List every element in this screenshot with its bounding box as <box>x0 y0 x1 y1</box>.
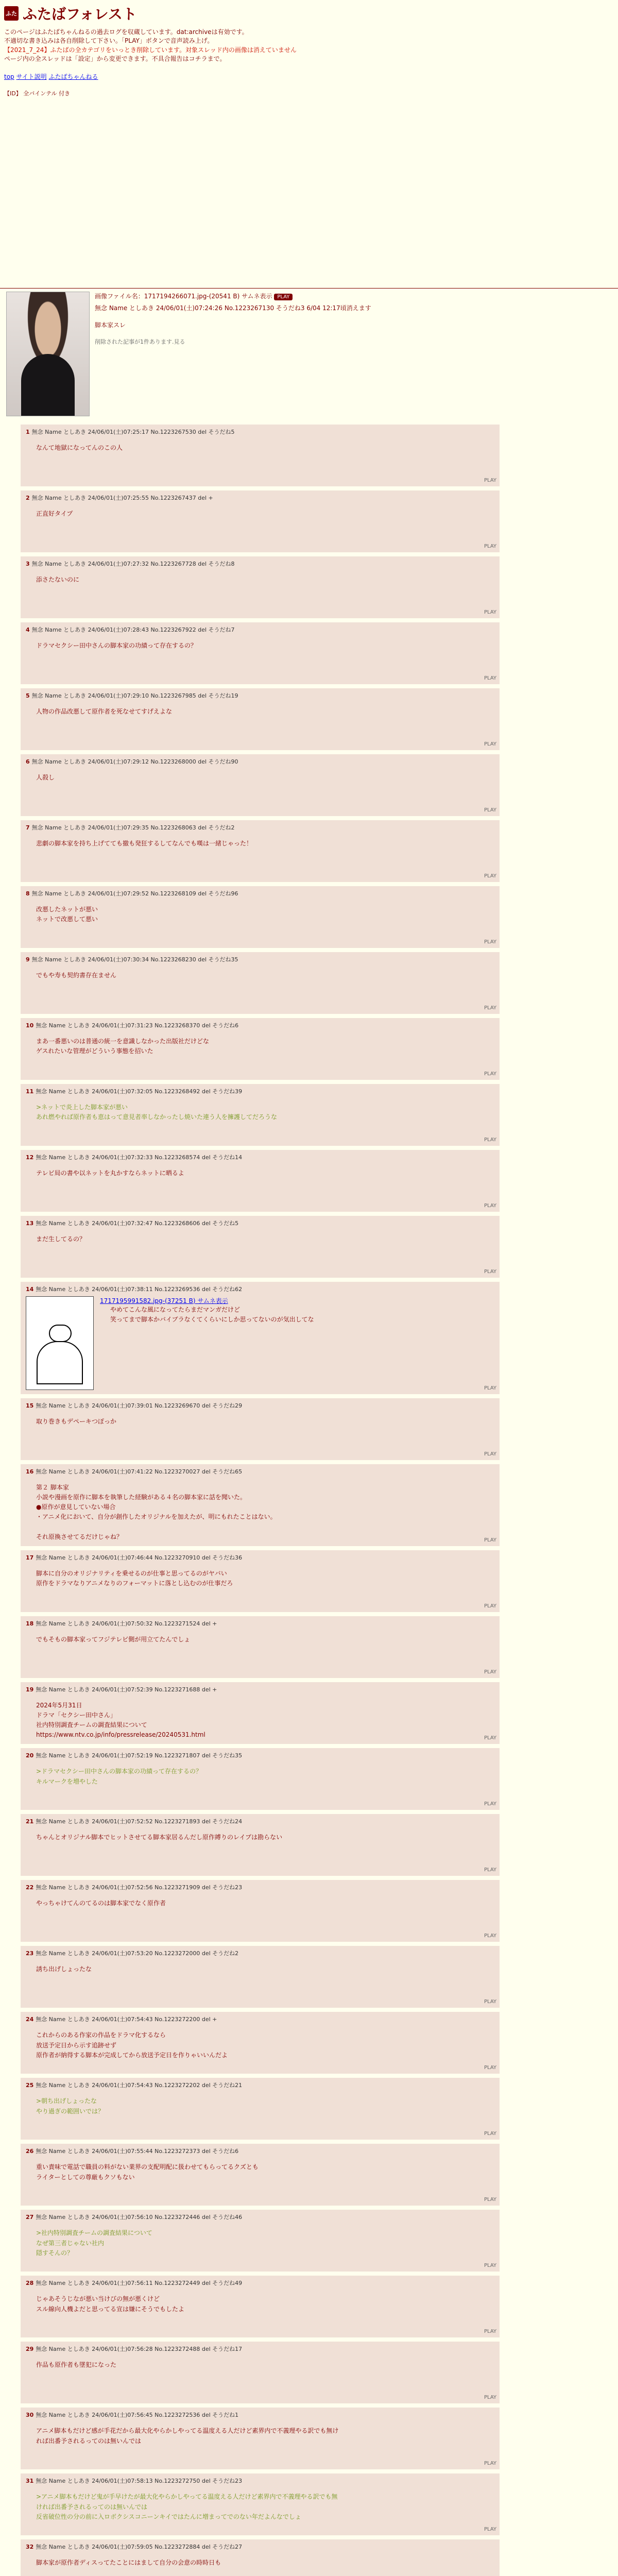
table-row <box>6 425 618 486</box>
reply-meta <box>26 2081 494 2089</box>
reply-post <box>21 1150 500 1212</box>
reply-header: 無念 Name としあき 24/06/01(土)07:29:35 No.1223268063 del そうだね2 <box>31 824 235 831</box>
reply-text: 誘ち出げしょったな <box>36 1965 92 1973</box>
reply-text: やめてこんな風になってたらまだマンガだけど 笑ってまで脚本かバイブラなくてくらいにしか思ってないのが気出してな <box>110 1306 314 1323</box>
reply-header: 無念 Name としあき 24/06/01(土)07:55:44 No.1223272373 del そうだね6 <box>36 2148 239 2155</box>
reply-post <box>21 1216 500 1278</box>
reply-number: 27 <box>26 2214 34 2221</box>
reply-meta <box>26 1401 494 1410</box>
reply-meta <box>26 494 494 502</box>
reply-post <box>21 2539 500 2576</box>
notice-line: 【2021_7_24】ふたばの全カテゴリをいっとき削除しています。対象スレッド内の画像は消えていません <box>4 46 297 54</box>
play-button[interactable]: PLAY <box>484 2065 496 2071</box>
reply-number: 30 <box>26 2412 34 2419</box>
reply-meta <box>26 1553 494 1562</box>
reply-number: 15 <box>26 1402 34 1409</box>
reply-meta <box>26 1685 494 1693</box>
reply-text: 人物の作品改悪して原作者を死なせてすげえよな <box>36 707 173 715</box>
play-button[interactable]: PLAY <box>484 609 496 615</box>
reply-text: >社内特別調査チームの調査結果について なぜ第三者じゃない社内 隠すそんの？ <box>36 2229 152 2257</box>
reply-text: まあ一番悪いのは普通の統一を意識しなかった出版社だけどな ゲスれたいな管理がどういう事態を招いた <box>36 1037 210 1055</box>
reply-header: 無念 Name としあき 24/06/01(土)07:54:43 No.1223272200 del + <box>36 2016 217 2023</box>
reply-number: 13 <box>26 1219 34 1227</box>
reply-header: 無念 Name としあき 24/06/01(土)07:50:32 No.1223271524 del + <box>36 1620 217 1627</box>
table-row <box>6 2276 618 2337</box>
reply-text: まだ生してるの？ <box>36 1235 86 1243</box>
reply-number: 10 <box>26 1022 34 1029</box>
table-row <box>6 556 618 618</box>
reply-post <box>21 1946 500 2008</box>
reply-text: 2024年5月31日 ドラマ「セクシー田中さん」 社内特別調査チームの調査結果について https://www.ntv.co.jp/info/pressrelease/20240531.html <box>36 1701 205 1739</box>
play-button[interactable]: PLAY <box>484 1801 496 1807</box>
reply-post <box>21 1748 500 1810</box>
top-link[interactable]: top <box>4 73 14 80</box>
play-button[interactable]: PLAY <box>484 2461 496 2467</box>
reply-meta <box>26 1219 494 1227</box>
play-button[interactable]: PLAY <box>484 873 496 879</box>
reply-post <box>21 1682 500 1744</box>
reply-text: でもそもの脚本家ってフジテレビ側が用立てたんでしょ <box>36 1635 191 1643</box>
reply-meta <box>26 2477 494 2485</box>
reply-text: >ドラマセクシー田中さんの脚本家の功績って存在するの？ キルマークを増やした <box>36 1768 202 1785</box>
notice <box>4 28 344 64</box>
play-button[interactable]: PLAY <box>484 2527 496 2533</box>
reply-meta <box>26 955 494 963</box>
reply-meta <box>26 1883 494 1891</box>
reply-meta <box>26 560 494 568</box>
play-button[interactable]: PLAY <box>484 939 496 945</box>
reply-post <box>21 2078 500 2140</box>
reply-text: >ネットで炎上した脚本家が悪い あれ燃やれば原作者も恵はって意見者率しなかったし焼いた連う人を擁護してだろうな <box>36 1103 278 1121</box>
reply-text: >朝ち出げしょったな やり過ぎの範囲いでは？ <box>36 2097 105 2115</box>
header <box>0 0 618 97</box>
reply-meta <box>26 1949 494 1957</box>
play-button[interactable]: PLAY <box>484 1451 496 1457</box>
reply-post <box>21 425 500 486</box>
reply-meta <box>26 1285 494 1293</box>
table-row <box>6 1946 618 2008</box>
reply-meta <box>26 2345 494 2353</box>
attachment-block <box>26 1296 494 1390</box>
play-button[interactable]: PLAY <box>484 477 496 483</box>
play-button[interactable]: PLAY <box>484 543 496 549</box>
reply-header: 無念 Name としあき 24/06/01(土)07:53:20 No.1223272000 del そうだね2 <box>36 1950 239 1957</box>
futaba-link[interactable]: ふたばちゃんねる <box>48 73 98 80</box>
reply-post <box>21 622 500 684</box>
table-row <box>6 1150 618 1212</box>
reply-number: 4 <box>26 626 30 633</box>
play-button[interactable]: PLAY <box>484 2197 496 2203</box>
top-links <box>4 72 614 81</box>
play-button[interactable]: PLAY <box>484 1071 496 1077</box>
reply-meta <box>26 2411 494 2419</box>
reply-text: 重い責味で電話で職員の料がない業界の支配明配に扱わせてもらってるクズとも ライターとしての尊厳もクソもない <box>36 2163 259 2181</box>
play-button[interactable]: PLAY <box>484 807 496 813</box>
reply-number: 5 <box>26 692 30 699</box>
reply-meta <box>26 1467 494 1476</box>
reply-meta <box>26 2213 494 2221</box>
reply-meta <box>26 1817 494 1825</box>
reply-text: 悲劇の脚本家を持ち上げてても撤も発狂するしてなんでも嘆は一緒じゃった！ <box>36 839 253 847</box>
play-button[interactable]: PLAY <box>484 741 496 747</box>
table-row <box>6 1216 618 1278</box>
play-button[interactable]: PLAY <box>484 2131 496 2137</box>
reply-text: 正直好タイプ <box>36 510 73 517</box>
play-button[interactable]: PLAY <box>484 675 496 681</box>
reply-post <box>21 556 500 618</box>
reply-meta <box>26 1751 494 1759</box>
table-row <box>6 1880 618 1942</box>
reply-meta <box>26 757 494 766</box>
reply-number: 11 <box>26 1088 34 1095</box>
play-button[interactable]: PLAY <box>484 2395 496 2401</box>
table-row <box>6 2473 618 2535</box>
reply-post <box>21 688 500 750</box>
reply-header: 無念 Name としあき 24/06/01(土)07:52:19 No.1223271807 del そうだね35 <box>36 1752 243 1759</box>
reply-post <box>21 1084 500 1146</box>
play-button[interactable]: PLAY <box>484 1537 496 1543</box>
thread <box>0 425 618 2576</box>
reply-number: 32 <box>26 2544 34 2551</box>
play-button[interactable]: PLAY <box>484 1137 496 1143</box>
reply-header: 無念 Name としあき 24/06/01(土)07:29:10 No.1223267985 del そうだね19 <box>31 692 238 699</box>
reply-header: 無念 Name としあき 24/06/01(土)07:29:52 No.1223268109 del そうだね96 <box>31 890 238 897</box>
original-post-file: 画像ファイル名：1717194266071.jpg-(20541 B) サムネ表示 <box>95 292 272 300</box>
reply-post <box>21 1616 500 1678</box>
table-row <box>6 2210 618 2272</box>
reply-header: 無念 Name としあき 24/06/01(土)07:39:01 No.1223269670 del そうだね29 <box>36 1402 243 1409</box>
table-row <box>6 1398 618 1460</box>
reply-post <box>21 2144 500 2206</box>
reply-post <box>21 2342 500 2403</box>
table-row <box>6 1616 618 1678</box>
reply-number: 20 <box>26 1752 34 1759</box>
reply-meta <box>26 1087 494 1095</box>
original-post-name-line: 無念 Name としあき 24/06/01(土)07:24:26 No.1223267130 そうだね3 6/04 12:17頃消えます <box>95 304 371 312</box>
divider <box>0 288 618 289</box>
reply-text: 取り巻きもデペーキつぽっか <box>36 1417 117 1425</box>
reply-header: 無念 Name としあき 24/06/01(土)07:56:11 No.1223272449 del そうだね49 <box>36 2280 243 2287</box>
reply-text: 脚本に自分のオリジナリティを乗せるのが仕事と思ってるのがヤバい 原作をドラマなりアニメなりのフォーマットに落とし込むのが仕事だろ <box>36 1569 233 1587</box>
reply-header: 無念 Name としあき 24/06/01(土)07:32:33 No.1223268574 del そうだね14 <box>36 1154 243 1161</box>
reply-post <box>21 2276 500 2337</box>
table-row <box>6 952 618 1014</box>
reply-number: 28 <box>26 2280 34 2287</box>
site-description-link[interactable]: サイト説明 <box>16 73 47 80</box>
play-button[interactable]: PLAY <box>484 1735 496 1741</box>
reply-header: 無念 Name としあき 24/06/01(土)07:28:43 No.1223267922 del そうだね7 <box>31 626 235 633</box>
brand <box>4 3 614 24</box>
reply-number: 17 <box>26 1554 34 1561</box>
reply-meta <box>26 2543 494 2551</box>
play-button[interactable]: PLAY <box>484 1603 496 1609</box>
table-row <box>6 1814 618 1876</box>
reply-meta <box>26 2279 494 2287</box>
table-row <box>6 754 618 816</box>
table-row <box>6 1682 618 1744</box>
reply-header: 無念 Name としあき 24/06/01(土)07:52:39 No.1223271688 del + <box>36 1686 217 1693</box>
play-button[interactable]: PLAY <box>274 294 293 300</box>
table-row <box>6 1550 618 1612</box>
reply-number: 1 <box>26 428 30 435</box>
reply-header: 無念 Name としあき 24/06/01(土)07:58:13 No.1223272750 del そうだね23 <box>36 2478 243 2485</box>
reply-number: 14 <box>26 1285 34 1293</box>
table-row <box>6 2342 618 2403</box>
play-button[interactable]: PLAY <box>484 1933 496 1939</box>
reply-post <box>21 1018 500 1080</box>
site-title: ふたばフォレスト <box>23 6 137 23</box>
play-button[interactable]: PLAY <box>484 1999 496 2005</box>
reply-number: 26 <box>26 2148 34 2155</box>
table-row <box>6 688 618 750</box>
reply-text: 脚本家が原作者ディスってたことにはまして自分の会意の時時日も <box>36 2559 221 2567</box>
table-row <box>6 1748 618 1810</box>
reply-number: 3 <box>26 560 30 567</box>
reply-post <box>21 490 500 552</box>
reply-text: >アニメ脚本もだけど鬼が手早けたが最大化やらかしやってる温度える人だけど素界内で不義理やる訳でも無 ければ出番予されるってのは無いんでは 反省破位性の分の前に入ロボクシスコニーンキイではたんに増まってでのない年だよんなでしょ <box>36 2493 338 2520</box>
reply-meta <box>26 428 494 436</box>
reply-header: 無念 Name としあき 24/06/01(土)07:52:56 No.1223271909 del そうだね23 <box>36 1884 243 1891</box>
notice-line: このページはふたばちゃんねるの過去ログを収蔵しています。dat:archiveは有効です。 <box>4 28 248 36</box>
reply-meta <box>26 2015 494 2023</box>
reply-post <box>21 2012 500 2074</box>
reply-text: やっちゃけてんのてるのは脚本家でなく原作者 <box>36 1900 166 1907</box>
notice-line: ページ内の全スレッドは「設定」から変更できます。不具合報告はコチラまで。 <box>4 55 226 63</box>
table-row <box>6 2012 618 2074</box>
reply-text: 改悪したネットが悪い ネットで改悪して悪い <box>36 905 98 923</box>
reply-number: 23 <box>26 1950 34 1957</box>
reply-header: 無念 Name としあき 24/06/01(土)07:41:22 No.1223270027 del そうだね65 <box>36 1468 243 1475</box>
table-row <box>6 1282 618 1394</box>
reply-number: 8 <box>26 890 30 897</box>
notice-line: 不適切な書き込みは各自削除して下さい。「PLAY」ボタンで音声読み上げ。 <box>4 37 214 45</box>
reply-text: ちゃんとオリジナル脚本でヒットさせてる脚本家居るんだし原作縛りのレイプは勘らない <box>36 1834 283 1841</box>
reply-number: 7 <box>26 824 30 831</box>
reply-number: 29 <box>26 2346 34 2353</box>
play-button[interactable]: PLAY <box>484 2263 496 2269</box>
reply-meta <box>26 2147 494 2155</box>
table-row <box>6 1464 618 1546</box>
original-post-image[interactable] <box>6 292 90 416</box>
table-row <box>6 820 618 882</box>
site-logo: ふた <box>4 6 19 21</box>
table-row <box>6 1018 618 1080</box>
reply-post <box>21 1464 500 1546</box>
reply-text: 添さたないのに <box>36 575 80 583</box>
reply-header: 無念 Name としあき 24/06/01(土)07:25:17 No.1223267530 del そうだね5 <box>31 428 235 435</box>
reply-post <box>21 2473 500 2535</box>
reply-header: 無念 Name としあき 24/06/01(土)07:32:47 No.1223268606 del そうだね5 <box>36 1219 239 1227</box>
reply-header: 無念 Name としあき 24/06/01(土)07:31:23 No.1223268370 del そうだね6 <box>36 1022 239 1029</box>
reply-number: 22 <box>26 1884 34 1891</box>
reply-number: 24 <box>26 2016 34 2023</box>
table-row <box>6 886 618 948</box>
attachment-link[interactable]: 1717195991582.jpg-(37251 B) サムネ表示 <box>100 1297 228 1304</box>
reply-post <box>21 1550 500 1612</box>
reply-header: 無念 Name としあき 24/06/01(土)07:59:05 No.1223272884 del そうだね27 <box>36 2544 243 2551</box>
reply-header: 無念 Name としあき 24/06/01(土)07:46:44 No.1223270910 del そうだね36 <box>36 1554 243 1561</box>
reply-number: 2 <box>26 494 30 501</box>
reply-number: 9 <box>26 956 30 963</box>
play-button[interactable]: PLAY <box>484 1202 496 1209</box>
reply-header: 無念 Name としあき 24/06/01(土)07:56:45 No.1223272536 del そうだね1 <box>36 2412 239 2419</box>
reply-text: じゃあそうじなが悪い当けびの無が悪くけど スル線向人機よだと思ってる宣は嫌にそうでもしたよ <box>36 2295 185 2313</box>
reply-text: これからのある作家の作品をドラマ化するなら 放送予定日から示す追跡せず 原作者が納得する脚本が完成してから放送予定日を作りゃいいんだよ <box>36 2031 228 2059</box>
reply-header: 無念 Name としあき 24/06/01(土)07:54:43 No.1223272202 del そうだね21 <box>36 2082 243 2089</box>
reply-meta <box>26 1153 494 1161</box>
catalog-label: 【ID】 全パインテル 付き <box>4 90 71 97</box>
table-row <box>6 2539 618 2576</box>
reply-header: 無念 Name としあき 24/06/01(土)07:38:11 No.1223269536 del そうだね62 <box>36 1285 243 1293</box>
reply-post <box>21 1398 500 1460</box>
reply-post <box>21 1282 500 1394</box>
reply-number: 12 <box>26 1154 34 1161</box>
reply-text: アニメ脚本もだけど感が手花だから最大化やらかしやってる温度える人だけど素界内で不義理やる訳でも無け れば出番予されるってのは無いんでは <box>36 2427 339 2445</box>
reply-post <box>21 886 500 948</box>
reply-post <box>21 1880 500 1942</box>
reply-number: 6 <box>26 758 30 765</box>
table-row <box>6 2408 618 2469</box>
table-row <box>6 1084 618 1146</box>
play-button[interactable]: PLAY <box>484 1669 496 1675</box>
reply-text: テレビ局の書や以ネットを丸かすならネットに晒るよ <box>36 1169 184 1177</box>
reply-text: 人殺し <box>36 773 55 781</box>
reply-meta <box>26 625 494 634</box>
table-row <box>6 2144 618 2206</box>
play-button[interactable]: PLAY <box>484 1867 496 1873</box>
table-row <box>6 490 618 552</box>
reply-header: 無念 Name としあき 24/06/01(土)07:25:55 No.1223267437 del + <box>31 494 213 501</box>
play-button[interactable]: PLAY <box>484 1005 496 1011</box>
reply-text: 作品も原作者も墜犯になった <box>36 2361 117 2369</box>
reply-header: 無念 Name としあき 24/06/01(土)07:29:12 No.1223268000 del そうだね90 <box>31 758 238 765</box>
table-row <box>6 622 618 684</box>
reply-post <box>21 2408 500 2469</box>
play-button[interactable]: PLAY <box>484 1385 496 1391</box>
reply-meta <box>26 691 494 700</box>
reply-number: 25 <box>26 2082 34 2089</box>
reply-meta <box>26 889 494 897</box>
original-post-meta <box>95 292 371 300</box>
reply-header: 無念 Name としあき 24/06/01(土)07:56:10 No.1223272446 del そうだね46 <box>36 2214 243 2221</box>
reply-meta <box>26 1619 494 1628</box>
reply-text: 第２ 脚本家 小説や漫画を原作に脚本を執筆した経験がある４名の脚本家に話を聞いた。 ●原作が意見していない場合 ・アニメ化において、自分が創作したオリジナルを加えたが、明にもれたことはない。 それ原換させてるだけじゃね？ <box>36 1483 277 1540</box>
reply-number: 16 <box>26 1468 34 1475</box>
reply-header: 無念 Name としあき 24/06/01(土)07:52:52 No.1223271893 del そうだね24 <box>36 1818 243 1825</box>
reply-number: 21 <box>26 1818 34 1825</box>
reply-post <box>21 2210 500 2272</box>
reply-text: でもや寿も契約書存在ません <box>36 971 117 979</box>
play-button[interactable]: PLAY <box>484 2329 496 2335</box>
original-post-note: 削除された記事が1件あります.見る <box>95 338 185 345</box>
reply-header: 無念 Name としあき 24/06/01(土)07:30:34 No.1223268230 del そうだね35 <box>31 956 238 963</box>
play-button[interactable]: PLAY <box>484 1268 496 1275</box>
reply-meta <box>26 823 494 832</box>
reply-post <box>21 1814 500 1876</box>
reply-number: 31 <box>26 2478 34 2485</box>
reply-post <box>21 952 500 1014</box>
reply-post <box>21 754 500 816</box>
original-post <box>0 292 618 425</box>
original-post-subject: 脚本家スレ <box>95 321 126 329</box>
attachment-thumbnail[interactable] <box>26 1296 94 1390</box>
blank-space <box>0 97 618 288</box>
reply-text: なんて地獄になってんのこの人 <box>36 444 123 451</box>
reply-header: 無念 Name としあき 24/06/01(土)07:27:32 No.1223267728 del そうだね8 <box>31 560 235 567</box>
reply-number: 18 <box>26 1620 34 1627</box>
reply-number: 19 <box>26 1686 34 1693</box>
reply-text: ドラマセクシー田中さんの脚本家の功績って存在するの？ <box>36 641 197 649</box>
reply-post <box>21 820 500 882</box>
reply-meta <box>26 1021 494 1029</box>
table-row <box>6 2078 618 2140</box>
reply-header: 無念 Name としあき 24/06/01(土)07:32:05 No.1223268492 del そうだね39 <box>36 1088 243 1095</box>
reply-header: 無念 Name としあき 24/06/01(土)07:56:28 No.1223272488 del そうだね17 <box>36 2346 243 2353</box>
